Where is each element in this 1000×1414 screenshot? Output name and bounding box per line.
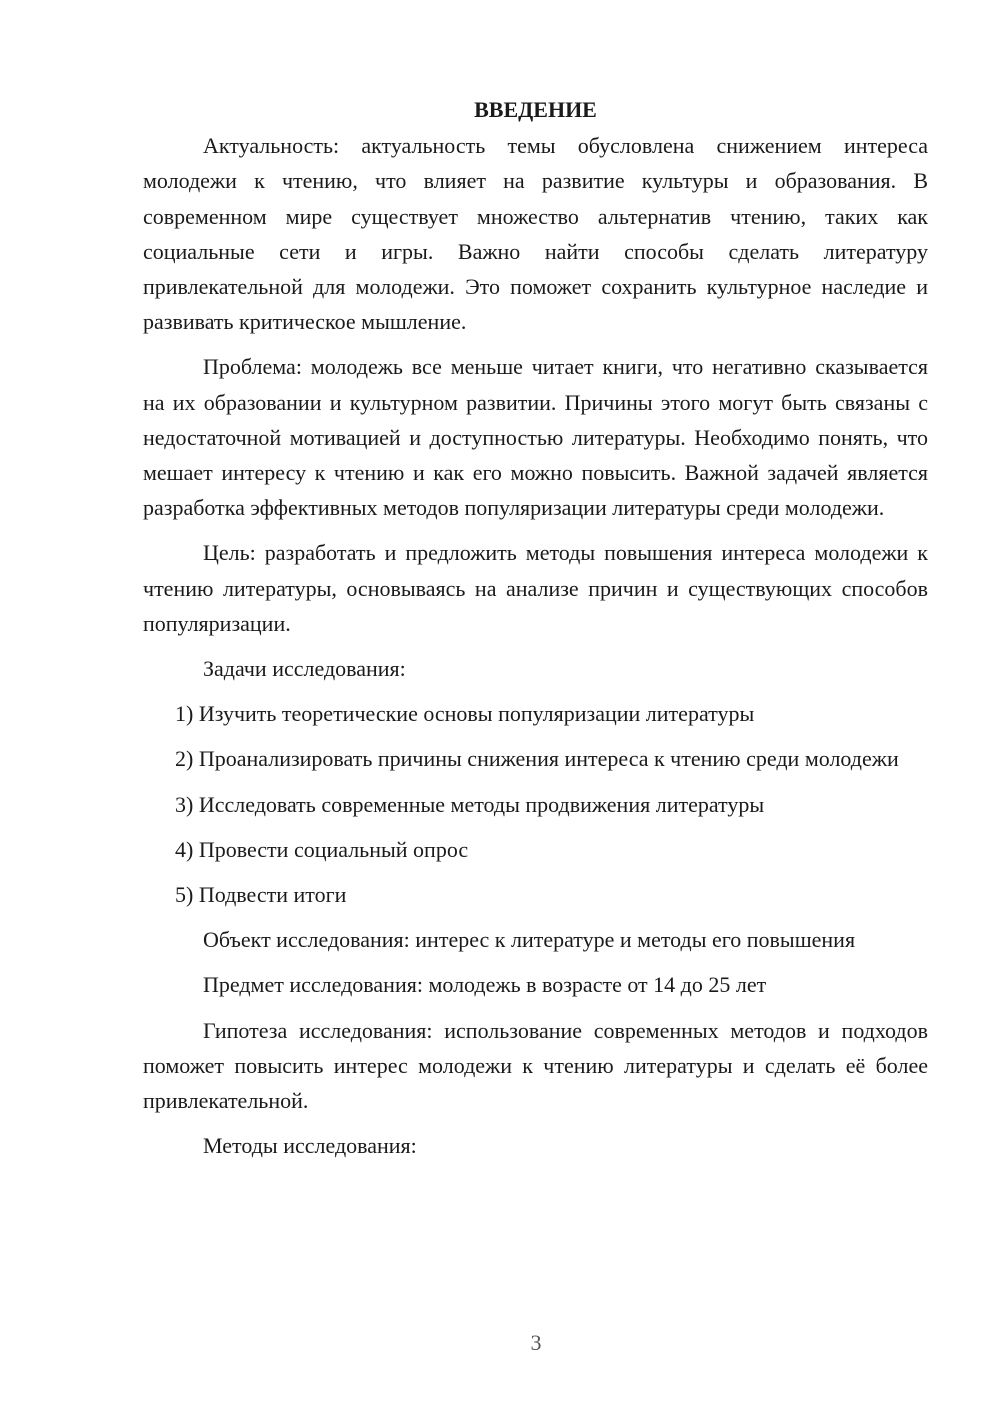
object-paragraph: Объект исследования: интерес к литературе и методы его повышения (203, 927, 856, 953)
goal-paragraph: Цель: разработать и предложить методы повышения интереса молодежи к чтению литературы, основываясь на анализе причин и существующих способов популяризации. (143, 540, 928, 636)
task-item: 4) Провести социальный опрос (175, 836, 469, 862)
relevance-paragraph: Актуальность: актуальность темы обусловлена снижением интереса молодежи к чтению, что влияет на развитие культуры и образования. В современном мире существует множество альтернатив чтению, таких как социальные сети и игры. Важно найти способы сделать литературу привлекательной для молодежи. Это поможет сохранить культурное наследие и развивать критическое мышление. (143, 133, 928, 335)
task-item: 5) Подвести итоги (175, 882, 347, 908)
page-number: 3 (530, 1330, 542, 1355)
methods-title: Методы исследования: (203, 1133, 417, 1159)
task-item: 3) Исследовать современные методы продвижения литературы (175, 791, 765, 817)
tasks-title: Задачи исследования: (203, 656, 406, 682)
task-item: 2) Проанализировать причины снижения интереса к чтению среди молодежи (175, 746, 899, 772)
problem-paragraph: Проблема: молодежь все меньше читает книги, что негативно сказывается на их образовании и культурном развитии. Причины этого могут быть связаны с недостаточной мотивацией и доступностью литературы. Необходимо понять, что мешает интересу к чтению и как его можно повысить. Важной задачей является разработка эффективных методов популяризации литературы среди молодежи. (143, 354, 928, 521)
task-item: 1) Изучить теоретические основы популяризации литературы (175, 701, 755, 727)
page-heading: ВВЕДЕНИЕ (474, 97, 597, 122)
subject-paragraph: Предмет исследования: молодежь в возрасте от 14 до 25 лет (203, 972, 767, 998)
page-content (143, 92, 928, 1163)
hypothesis-paragraph: Гипотеза исследования: использование современных методов и подходов поможет повысить интерес молодежи к чтению литературы и сделать её более привлекательной. (143, 1017, 928, 1114)
